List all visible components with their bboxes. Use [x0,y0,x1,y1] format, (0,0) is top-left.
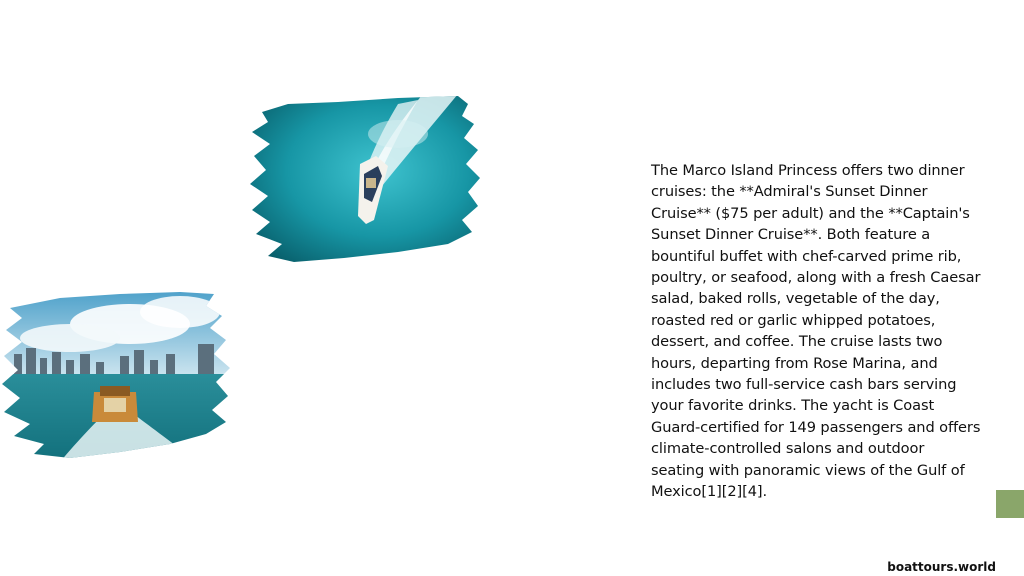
description-paragraph: The Marco Island Princess offers two dinner cruises: the **Admiral's Sunset Dinner Cruise** ($75 per adult) and the **Captain's Sunset Dinner Cruise**. Both feature a bountiful buffet with chef-carved prime rib, poultry, or seafood, along with a fresh Caesar salad, baked rolls, vegetable of the day, roasted red or garlic whipped potatoes, dessert, and coffee. The cruise lasts two hours, departing from Rose Marina, and includes two full-service cash bars serving your favorite drinks. The yacht is Coast Guard-certified for 149 passengers and offers climate-controlled salons and outdoor seating with panoramic views of the Gulf of Mexico[1][2][4]. [651,162,981,501]
site-label: boattours.world [887,560,996,574]
boat-city-skyline-photo [0,288,232,462]
aerial-speedboat-photo [248,94,484,264]
accent-block [996,490,1024,518]
